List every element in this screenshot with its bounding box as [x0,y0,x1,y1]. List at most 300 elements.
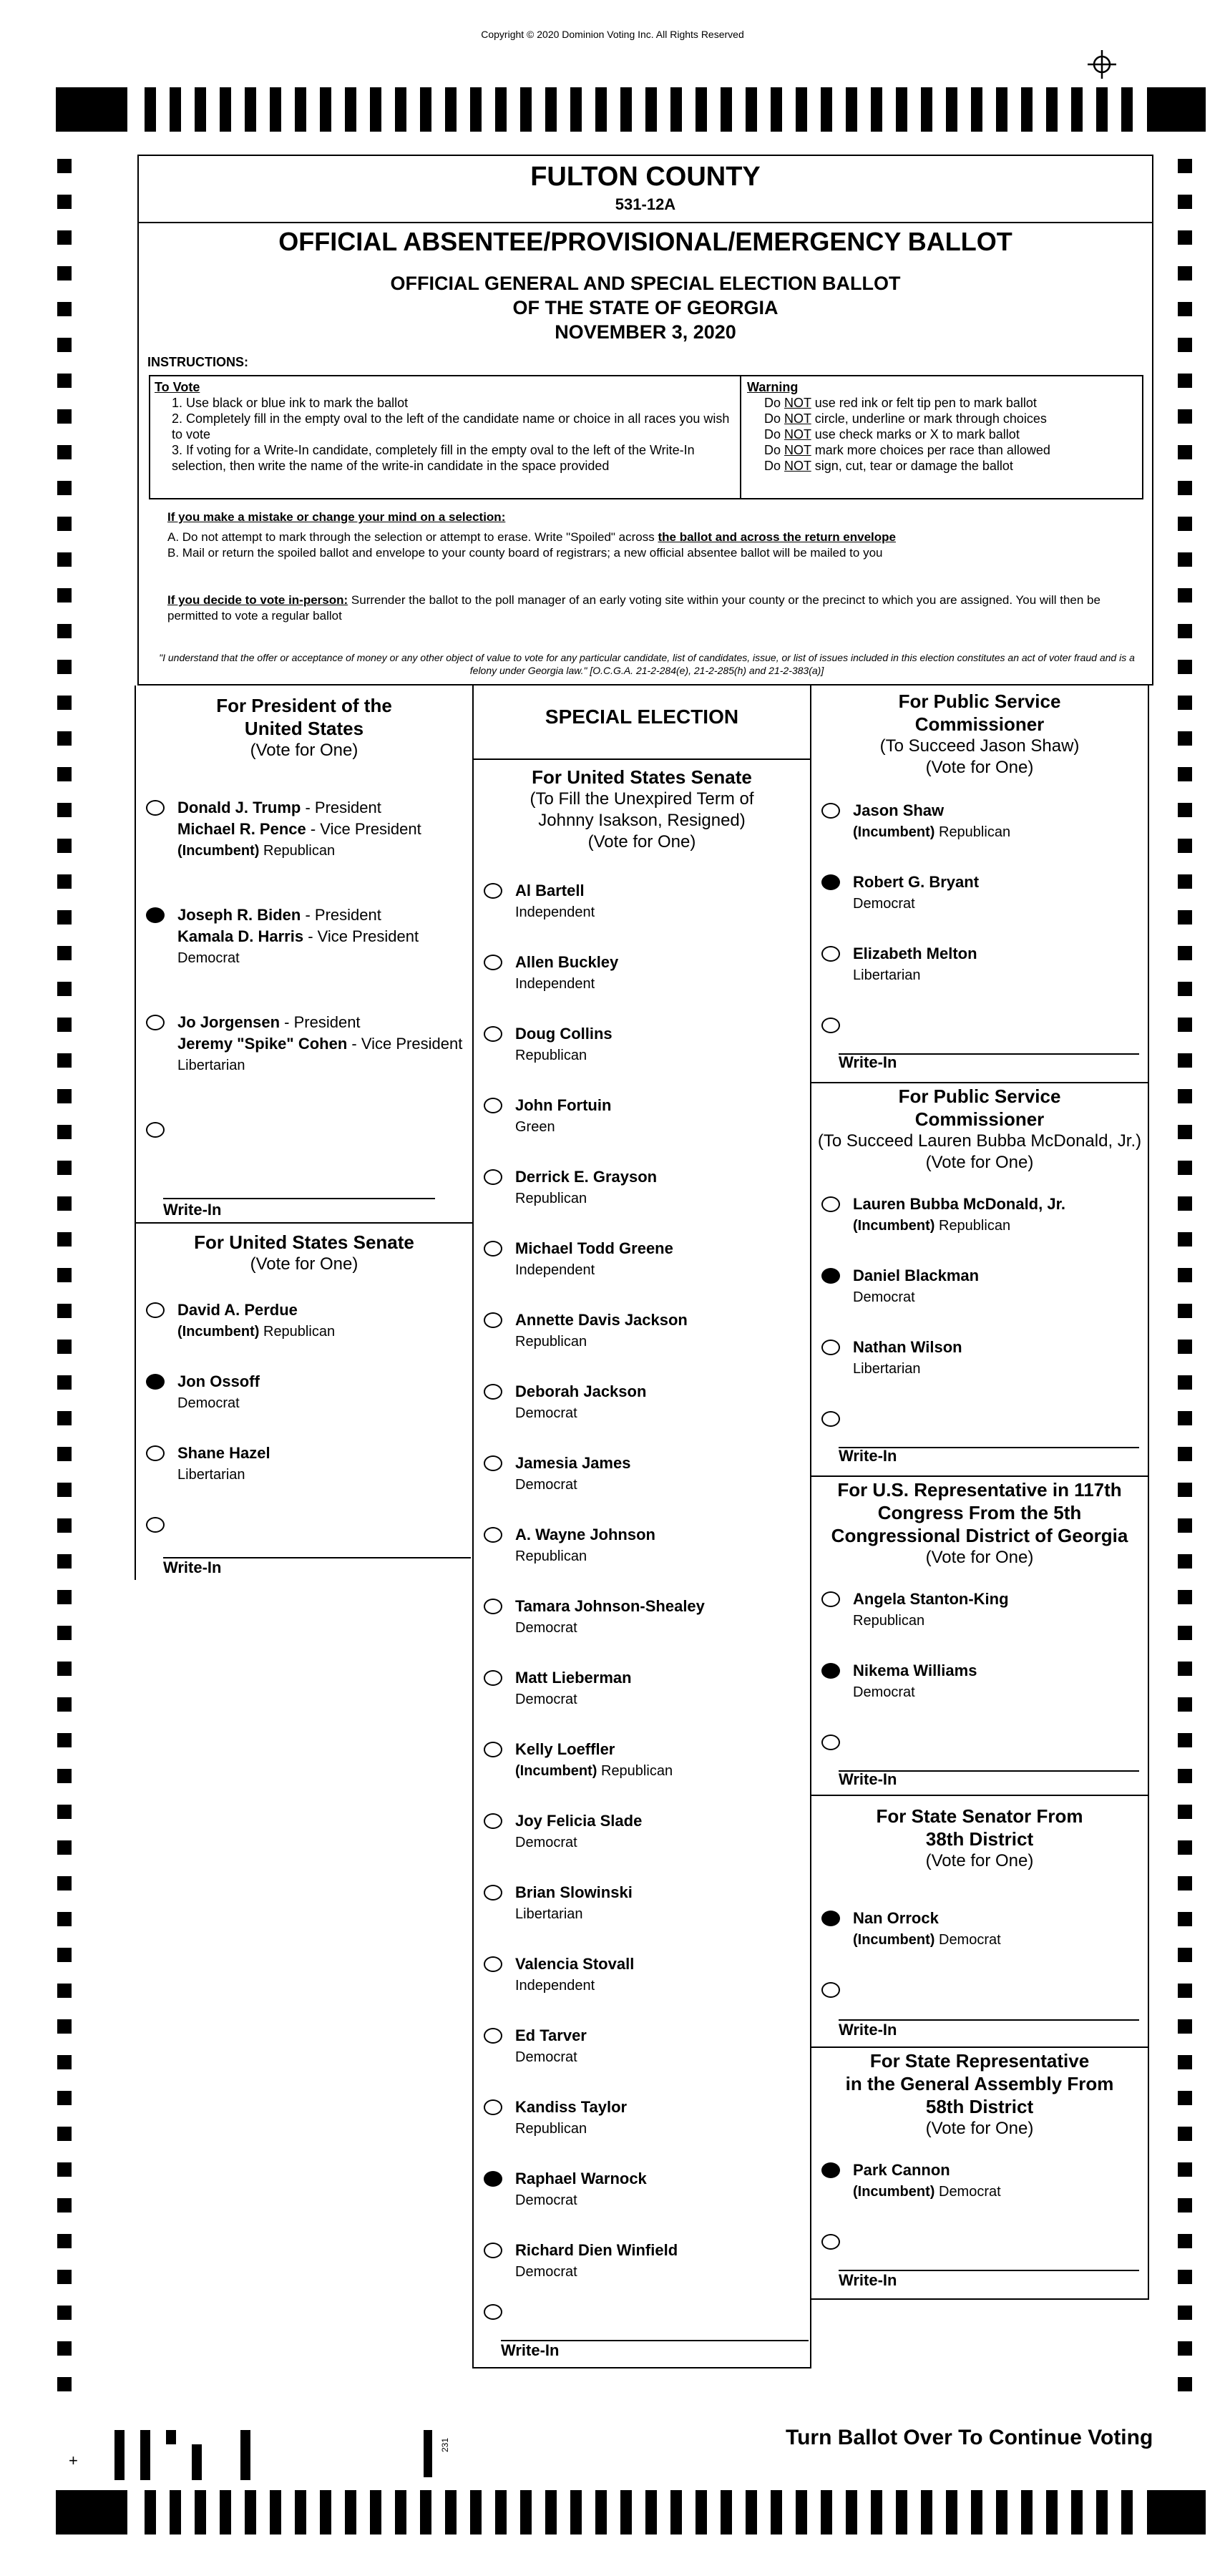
timing-bar [245,2490,256,2534]
timing-bar [1096,2490,1108,2534]
timing-bar [846,2490,857,2534]
timing-bar [721,2490,732,2534]
timing-square [57,982,72,996]
timing-square [57,1733,72,1747]
copyright-notice: Copyright © 2020 Dominion Voting Inc. All Rights Reserved [481,29,744,40]
timing-square [57,552,72,567]
timing-square [1178,445,1192,459]
timing-square [57,874,72,889]
vote-oval[interactable] [821,1196,840,1212]
timing-square [1178,1662,1192,1676]
timing-bar [570,2490,582,2534]
timing-square [57,1876,72,1890]
timing-square [57,1089,72,1103]
timing-bar [170,87,181,132]
timing-bar [1121,87,1133,132]
vote-oval[interactable] [146,1302,165,1318]
timing-square [57,302,72,316]
timing-bar [395,87,406,132]
vote-oval[interactable] [146,1445,165,1461]
timing-square [1178,1590,1192,1604]
warning-2: Do NOT circle, underline or mark through choices [764,411,1047,426]
write-in-label: Write-In [163,1201,222,1219]
write-in-label: Write-In [839,1447,897,1465]
vote-oval-marked[interactable] [146,1374,165,1390]
timing-square [1178,588,1192,602]
timing-bar [420,2490,431,2534]
timing-square [57,481,72,495]
timing-square [1178,481,1192,495]
timing-square [57,660,72,674]
timing-bar [821,87,832,132]
timing-bar [470,87,482,132]
race-psc-shaw-seat: For Public Service Commissioner (To Succeed Jason Shaw) (Vote for One) [879,691,1080,777]
timing-square [57,588,72,602]
ballot-title: OFFICIAL ABSENTEE/PROVISIONAL/EMERGENCY BALLOT [278,227,1012,256]
timing-square [57,1411,72,1425]
timing-square [1178,874,1192,889]
timing-bar [771,2490,782,2534]
timing-square [57,2019,72,2034]
vote-oval[interactable] [821,1018,840,1033]
timing-bar [470,2490,482,2534]
vote-oval[interactable] [484,1384,502,1400]
vote-oval[interactable] [484,1169,502,1185]
timing-square [57,445,72,459]
timing-square [1178,1518,1192,1533]
timing-square [57,2341,72,2356]
timing-marks-bottom [56,2490,1206,2534]
vote-oval[interactable] [146,800,165,816]
instructions-label: INSTRUCTIONS: [147,355,248,369]
race-subtitle-2: Johnny Isakson, Resigned) [538,811,746,830]
election-date: NOVEMBER 3, 2020 [555,321,736,343]
timing-square [1178,1912,1192,1926]
timing-square [57,839,72,853]
vote-for-one: (Vote for One) [587,832,696,852]
timing-bar [996,2490,1007,2534]
race-subtitle-1: (To Fill the Unexpired Term of [529,789,754,809]
timing-bar [645,87,657,132]
timing-bar [971,87,982,132]
vote-oval[interactable] [821,1735,840,1750]
timing-bar [921,87,932,132]
timing-square [57,1840,72,1855]
timing-bar [370,2490,381,2534]
timing-bar [696,2490,707,2534]
timing-square [1178,2341,1192,2356]
timing-square [57,731,72,746]
sheet-number: 231 [440,2437,451,2453]
timing-square [57,1268,72,1282]
vote-oval[interactable] [821,1591,840,1607]
timing-square [1178,1483,1192,1497]
mistake-instruction-a: A. Do not attempt to mark through the selection or attempt to erase. Write "Spoiled" across the ballot and across the return envelope [167,530,897,544]
timing-bar [195,87,206,132]
timing-square [1178,302,1192,316]
timing-square [1178,839,1192,853]
column-2: SPECIAL ELECTION For United States Senate (To Fill the Unexpired Term of Johnny Isakson, Resigned) (Vote for One) Al Bartell Independent Allen Buckley Independent Doug Collins Republican John Fortuin Green Derrick E. Grayson Republican Michael Todd Greene Independent Annette Davis Jackson Republican Deborah Jackson Democrat Jamesia James Democrat A. Wayne Johnson Republican Tamara Johnson-Shealey Democrat Matt Lieberman Democrat Kelly Loeffler (Incumbent) Republican Joy Felicia Slade Democrat Brian Slowinski Libertarian Valencia Stovall Independent Ed Tarver Democrat Kandiss Taylor Republican Raphael Warnock Democrat Richard Dien Winfield Democrat Write-In [472,686,811,2368]
vote-oval-marked[interactable] [821,1268,840,1284]
timing-bar [170,2490,181,2534]
timing-square [1178,2377,1192,2391]
timing-bar [320,2490,331,2534]
timing-square [57,1554,72,1568]
timing-square [57,1518,72,1533]
timing-bar [1046,2490,1058,2534]
timing-bar [871,2490,882,2534]
vote-oval[interactable] [484,1312,502,1328]
timing-bar [796,2490,807,2534]
timing-bar [370,87,381,132]
timing-bar [721,87,732,132]
timing-bar [746,2490,757,2534]
vote-oval[interactable] [484,1599,502,1614]
column-3: For Public Service Commissioner (To Succeed Jason Shaw) (Vote for One) Jason Shaw (Incumbent) Republican Robert G. Bryant Democrat Elizabeth Melton Libertarian Write-In For Public Service Commissioner (To Succeed Lauren Bubba McDonald, Jr.) (Vote for One) Lauren Bubba McDonald, Jr. (Incumbent) Republican Daniel Blackman Democrat Nathan Wilson Libertarian Write-In For U.S. Representative in 117th Congress From the 5th Congressional District of Georgia (Vote for One) Angela Stanton-King Republican Nikema Williams Democrat Write-In For State Senator From 38th District (Vote for One) Nan Orrock (Incumbent) Democrat Write-In For State Representative in the General Assembly From 58th District (Vote for One) Park Cannon (Incumbent) Democrat Write-In [810,686,1149,2300]
warning-heading: Warning [747,380,799,394]
vote-for-one: (Vote for One) [250,741,358,760]
id-bar [192,2444,202,2480]
vote-oval[interactable] [821,2234,840,2250]
timing-square [1178,2234,1192,2248]
timing-square [1178,1554,1192,1568]
timing-square [57,2306,72,2320]
timing-square [57,195,72,209]
timing-bar [295,87,306,132]
timing-bar [595,87,607,132]
id-bar [140,2430,150,2480]
timing-bar [1046,87,1058,132]
timing-square [57,2234,72,2248]
election-title-1: OFFICIAL GENERAL AND SPECIAL ELECTION BALLOT [390,273,901,294]
vote-oval[interactable] [484,1885,502,1901]
timing-square [1178,1018,1192,1032]
timing-bar [946,2490,957,2534]
timing-square [1178,374,1192,388]
in-person-instruction: If you decide to vote in-person: Surrender the ballot to the poll manager of an early voting site within your county or the precinct to which you are assigned. You will then be permitted to vote a regular ballot [167,593,1100,623]
vote-oval[interactable] [484,2243,502,2258]
vote-for-one: (Vote for One) [250,1254,358,1274]
timing-square [1178,624,1192,638]
vote-oval[interactable] [484,1527,502,1543]
race-title: For President of the United States [216,695,392,739]
race-special-us-senate [472,766,811,853]
timing-marks-left [57,159,72,2413]
timing-bar [595,2490,607,2534]
timing-bar [395,2490,406,2534]
timing-bar [1121,2490,1133,2534]
mistake-heading: If you make a mistake or change your mind on a selection: [167,510,506,524]
timing-bar [670,87,682,132]
timing-square [1178,1125,1192,1139]
timing-square [1178,2306,1192,2320]
timing-bar [270,87,281,132]
race-title: For United States Senate [532,766,752,788]
timing-square [1178,1733,1192,1747]
timing-bar [1096,87,1108,132]
vote-oval-marked[interactable] [821,1663,840,1679]
timing-bar [520,2490,532,2534]
vote-oval[interactable] [146,1122,165,1138]
timing-square [57,230,72,245]
timing-square [1178,1089,1192,1103]
vote-oval[interactable] [821,1982,840,1998]
write-in-label: Write-In [839,2021,897,2039]
timing-square [57,2127,72,2141]
write-in-label: Write-In [839,1770,897,1788]
timing-square [57,517,72,531]
vote-oval[interactable] [484,1026,502,1042]
timing-square [1178,1196,1192,1211]
timing-bar [495,2490,507,2534]
write-in-label: Write-In [163,1558,222,1576]
timing-square [1178,1304,1192,1318]
vote-oval[interactable] [821,1340,840,1355]
vote-oval-marked[interactable] [821,2162,840,2178]
timing-bar [670,2490,682,2534]
timing-square [1178,2162,1192,2177]
timing-square [1178,517,1192,531]
timing-square [57,1662,72,1676]
race-president [135,694,474,761]
timing-square [1178,1447,1192,1461]
crosshair-target-icon [1086,49,1118,80]
vote-oval[interactable] [821,803,840,819]
timing-bar [345,2490,356,2534]
vote-oval[interactable] [146,1517,165,1533]
timing-square [57,266,72,280]
timing-square [57,1053,72,1068]
to-vote-heading: To Vote [155,380,200,394]
timing-square [1178,1053,1192,1068]
timing-bar [520,87,532,132]
race-us-rep-5th: For U.S. Representative in 117th Congress From the 5th Congressional District of Georgia (Vote for One) [831,1479,1128,1567]
timing-square [1178,2055,1192,2069]
vote-oval[interactable] [484,1742,502,1757]
mistake-instruction-b: B. Mail or return the spoiled ballot and envelope to your county board of registrars; a new official absentee ballot will be mailed to you [167,546,883,560]
timing-square [57,2377,72,2391]
vote-oval[interactable] [484,1455,502,1471]
timing-square [1178,1375,1192,1390]
timing-square [1178,195,1192,209]
vote-oval[interactable] [484,2028,502,2044]
timing-square [57,1125,72,1139]
timing-square [57,1626,72,1640]
race-psc-mcdonald-seat: For Public Service Commissioner (To Succeed Lauren Bubba McDonald, Jr.) (Vote for One) [817,1085,1142,1172]
vote-oval[interactable] [484,883,502,899]
timing-square [57,2270,72,2284]
timing-square [57,803,72,817]
timing-bar [896,2490,907,2534]
timing-marks-right [1178,159,1192,2413]
timing-bar [420,87,431,132]
timing-bar [195,2490,206,2534]
race-state-rep-58: For State Representative in the General Assembly From 58th District (Vote for One) [845,2050,1114,2138]
vote-oval[interactable] [484,1241,502,1257]
timing-square [57,2198,72,2212]
timing-marks-top [56,87,1206,132]
timing-square [57,1805,72,1819]
timing-square [1178,2091,1192,2105]
vote-oval-marked[interactable] [821,874,840,890]
timing-square [57,946,72,960]
timing-bar [270,2490,281,2534]
timing-square [1178,159,1192,173]
timing-bar [896,87,907,132]
voter-fraud-notice: "I understand that the offer or acceptance of money or any other object of value to vote for any particular candidate, list of candidates, issue, or list of issues included in this election constitutes an act of voter fraud and is a felony under Georgia law." [O.C.G.A. 21-2-284(e), 21-2-285(h) and 21-2-383(a)] [159,652,1135,676]
ballot-code: 531-12A [615,195,676,213]
timing-square [1178,696,1192,710]
timing-square [1178,230,1192,245]
timing-bar [946,87,957,132]
timing-square [1178,803,1192,817]
vote-oval[interactable] [146,1015,165,1030]
timing-square [57,1912,72,1926]
timing-square [1178,2019,1192,2034]
timing-bar [445,87,457,132]
write-in-label: Write-In [839,1053,897,1071]
timing-square [1178,731,1192,746]
race-title: For United States Senate [194,1231,414,1253]
timing-bar [445,2490,457,2534]
to-vote-step-3: 3. If voting for a Write-In candidate, completely fill in the empty oval to the left of the Write-In selection, then write the name of the write-in candidate in the space provided [172,443,695,473]
county-name: FULTON COUNTY [530,162,761,192]
timing-bar [295,2490,306,2534]
warning-4: Do NOT mark more choices per race than allowed [764,443,1050,457]
timing-bar [971,2490,982,2534]
vote-oval[interactable] [821,1411,840,1427]
timing-bar [570,87,582,132]
write-in-label: Write-In [501,2341,560,2359]
race-us-senate [135,1231,474,1275]
timing-bar [1071,2490,1083,2534]
timing-bar [145,2490,156,2534]
vote-oval[interactable] [821,946,840,962]
vote-oval-marked[interactable] [484,2171,502,2187]
timing-square [57,1483,72,1497]
election-title-2: OF THE STATE OF GEORGIA [512,297,779,318]
timing-bar [1021,2490,1033,2534]
vote-oval[interactable] [484,1813,502,1829]
timing-bar [921,2490,932,2534]
race-state-senate-38: For State Senator From 38th District (Vote for One) [876,1805,1083,1870]
timing-square [57,910,72,924]
timing-bar [145,87,156,132]
timing-square [57,767,72,781]
timing-square [1178,338,1192,352]
column-1: For President of the United States (Vote for One) Donald J. Trump - President Michael R. Pence - Vice President (Incumbent) Republican Joseph R. Biden - President Kamala D. Harris - Vice President Democrat Jo Jorgensen - President Jeremy "Spike" Cohen - Vice President Libertarian Write-In For United States Senate (Vote for One) David A. Perdue (Incumbent) Republican Jon Ossoff Democrat Shane Hazel Libertarian Write-In [135,686,474,1580]
timing-square [1178,1876,1192,1890]
vote-oval-marked[interactable] [821,1911,840,1926]
timing-bar [821,2490,832,2534]
vote-oval[interactable] [484,1670,502,1686]
timing-square [1178,2127,1192,2141]
timing-square [1178,409,1192,424]
timing-square [1178,767,1192,781]
vote-oval[interactable] [484,955,502,970]
timing-bar [696,87,707,132]
timing-square [1178,266,1192,280]
turn-over-notice: Turn Ballot Over To Continue Voting [786,2426,1153,2449]
timing-square [57,374,72,388]
timing-square [57,409,72,424]
timing-square [57,1196,72,1211]
timing-square [57,1697,72,1712]
timing-square [1178,1948,1192,1962]
timing-square [57,338,72,352]
to-vote-step-2: 2. Completely fill in the empty oval to the left of the candidate name or choice in all races you wish to vote [172,411,730,441]
timing-bar [846,87,857,132]
timing-square [57,1304,72,1318]
timing-square [57,2055,72,2069]
timing-bar [220,2490,231,2534]
timing-square [1178,1232,1192,1246]
timing-square [57,1375,72,1390]
timing-bar [746,87,757,132]
timing-square [57,1447,72,1461]
write-in-label: Write-In [839,2271,897,2289]
warning-5: Do NOT sign, cut, tear or damage the ballot [764,459,1013,473]
vote-oval[interactable] [484,2304,502,2320]
timing-square [1178,910,1192,924]
vote-oval[interactable] [484,1956,502,1972]
timing-square [1178,1340,1192,1354]
timing-square [1178,660,1192,674]
ballot-header [137,155,1153,686]
instructions-box [149,375,1143,499]
timing-bar [545,2490,557,2534]
timing-square [57,1340,72,1354]
timing-square [57,696,72,710]
vote-oval-marked[interactable] [146,907,165,923]
timing-square [1178,1161,1192,1175]
timing-bar [1021,87,1033,132]
timing-bar [620,87,632,132]
timing-square [1178,552,1192,567]
timing-square [57,1232,72,1246]
timing-square [57,1590,72,1604]
timing-bar [495,87,507,132]
timing-square [57,1018,72,1032]
timing-bar [871,87,882,132]
plus-mark-icon: + [69,2451,78,2469]
special-election-heading: SPECIAL ELECTION [545,706,739,728]
id-bar [166,2430,176,2444]
timing-square [57,1984,72,1998]
timing-bar [771,87,782,132]
vote-oval[interactable] [484,2099,502,2115]
vote-oval[interactable] [484,1098,502,1113]
timing-bar [620,2490,632,2534]
timing-bar [545,87,557,132]
warning-1: Do NOT use red ink or felt tip pen to mark ballot [764,396,1037,410]
timing-square [1178,1697,1192,1712]
timing-square [1178,982,1192,996]
timing-square [57,624,72,638]
timing-square [1178,1984,1192,1998]
timing-bar [220,87,231,132]
id-bar [240,2430,250,2480]
timing-square [1178,1769,1192,1783]
timing-bar [320,87,331,132]
timing-bar [345,87,356,132]
timing-bar [796,87,807,132]
timing-square [57,1769,72,1783]
timing-bar [645,2490,657,2534]
timing-square [1178,1805,1192,1819]
timing-square [57,2091,72,2105]
id-bar [114,2430,125,2480]
